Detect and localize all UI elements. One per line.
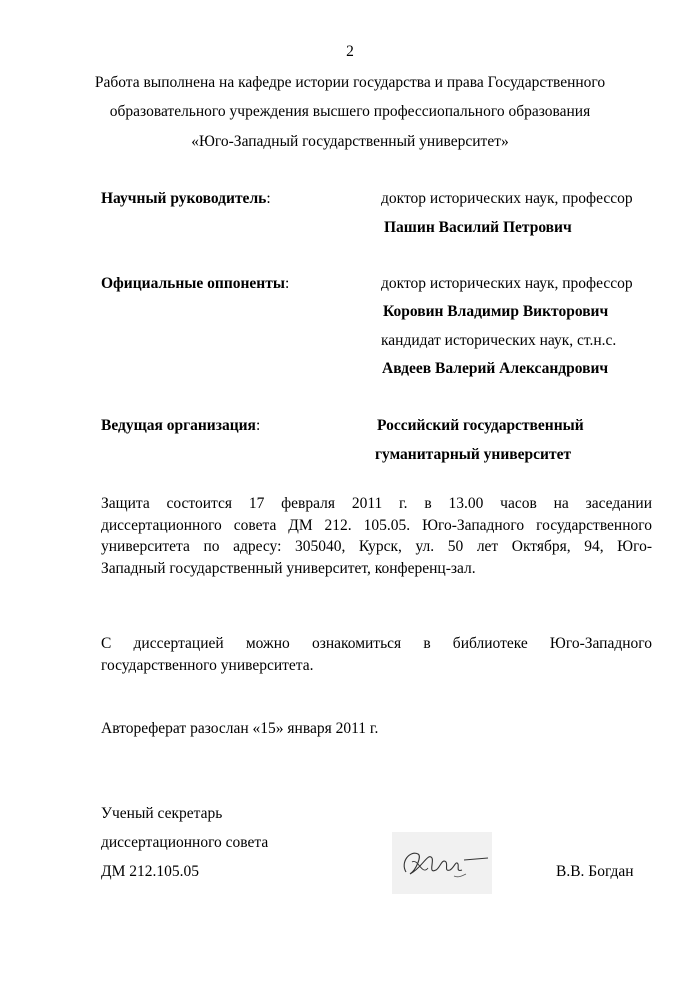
secretary-line-1: Ученый секретарь [101, 805, 223, 822]
opponent-1-degree: доктор исторических наук, профессор [381, 275, 633, 292]
library-line: государственного университета. [101, 656, 314, 674]
supervisor-degree: доктор исторических наук, профессор [381, 190, 633, 207]
supervisor-label: Научный руководитель [101, 190, 267, 207]
leading-org-line-2: гуманитарный университет [375, 446, 572, 463]
supervisor-label-row [101, 191, 271, 207]
secretary-line-2: диссертационного совета [101, 834, 269, 851]
leading-org-label-row [101, 418, 260, 434]
secretary-line-3: ДМ 212.105.05 [101, 863, 199, 880]
leading-org-label: Ведущая организация [101, 417, 256, 434]
library-line: С диссертацией можно ознакомиться в библиотеке Юго-Западного [101, 635, 652, 652]
dispatch-date: Автореферат разослан «15» января 2011 г. [101, 720, 379, 737]
supervisor-name: Пашин Василий Петрович [384, 219, 572, 236]
defense-line: Защита состоится 17 февраля 2011 г. в 13.00 часов на заседании [101, 495, 652, 512]
signature-icon [392, 832, 492, 894]
leading-org-line-1: Российский государственный [377, 417, 584, 434]
header-line-1: Работа выполнена на кафедре истории государства и права Государственного [94, 74, 606, 91]
opponents-label-row [101, 276, 289, 292]
header-line-3: «Юго-Западный государственный университет» [191, 133, 509, 150]
opponent-1-name: Коровин Владимир Викторович [383, 303, 609, 320]
defense-line: диссертационного совета ДМ 212. 105.05. Юго-Западного государственного [101, 516, 652, 534]
library-paragraph [101, 633, 652, 676]
opponent-2-degree: кандидат исторических наук, ст.н.с. [381, 332, 617, 349]
header-line-2: образовательного учреждения высшего профессиопального образования [109, 103, 591, 120]
opponent-2-name: Авдеев Валерий Александрович [382, 360, 609, 377]
secretary-name: В.В. Богдан [556, 863, 634, 880]
defense-line: Западный государственный университет, конференц-зал. [101, 559, 476, 577]
defense-paragraph [101, 493, 652, 579]
defense-line: университета по адресу: 305040, Курск, ул. 50 лет Октября, 94, Юго- [101, 538, 652, 555]
opponents-label: Официальные оппоненты [101, 275, 285, 292]
supervisor-colon: : [266, 190, 271, 207]
page-number: 2 [346, 43, 354, 60]
opponents-colon: : [284, 275, 290, 292]
leading-org-colon: : [255, 417, 261, 434]
